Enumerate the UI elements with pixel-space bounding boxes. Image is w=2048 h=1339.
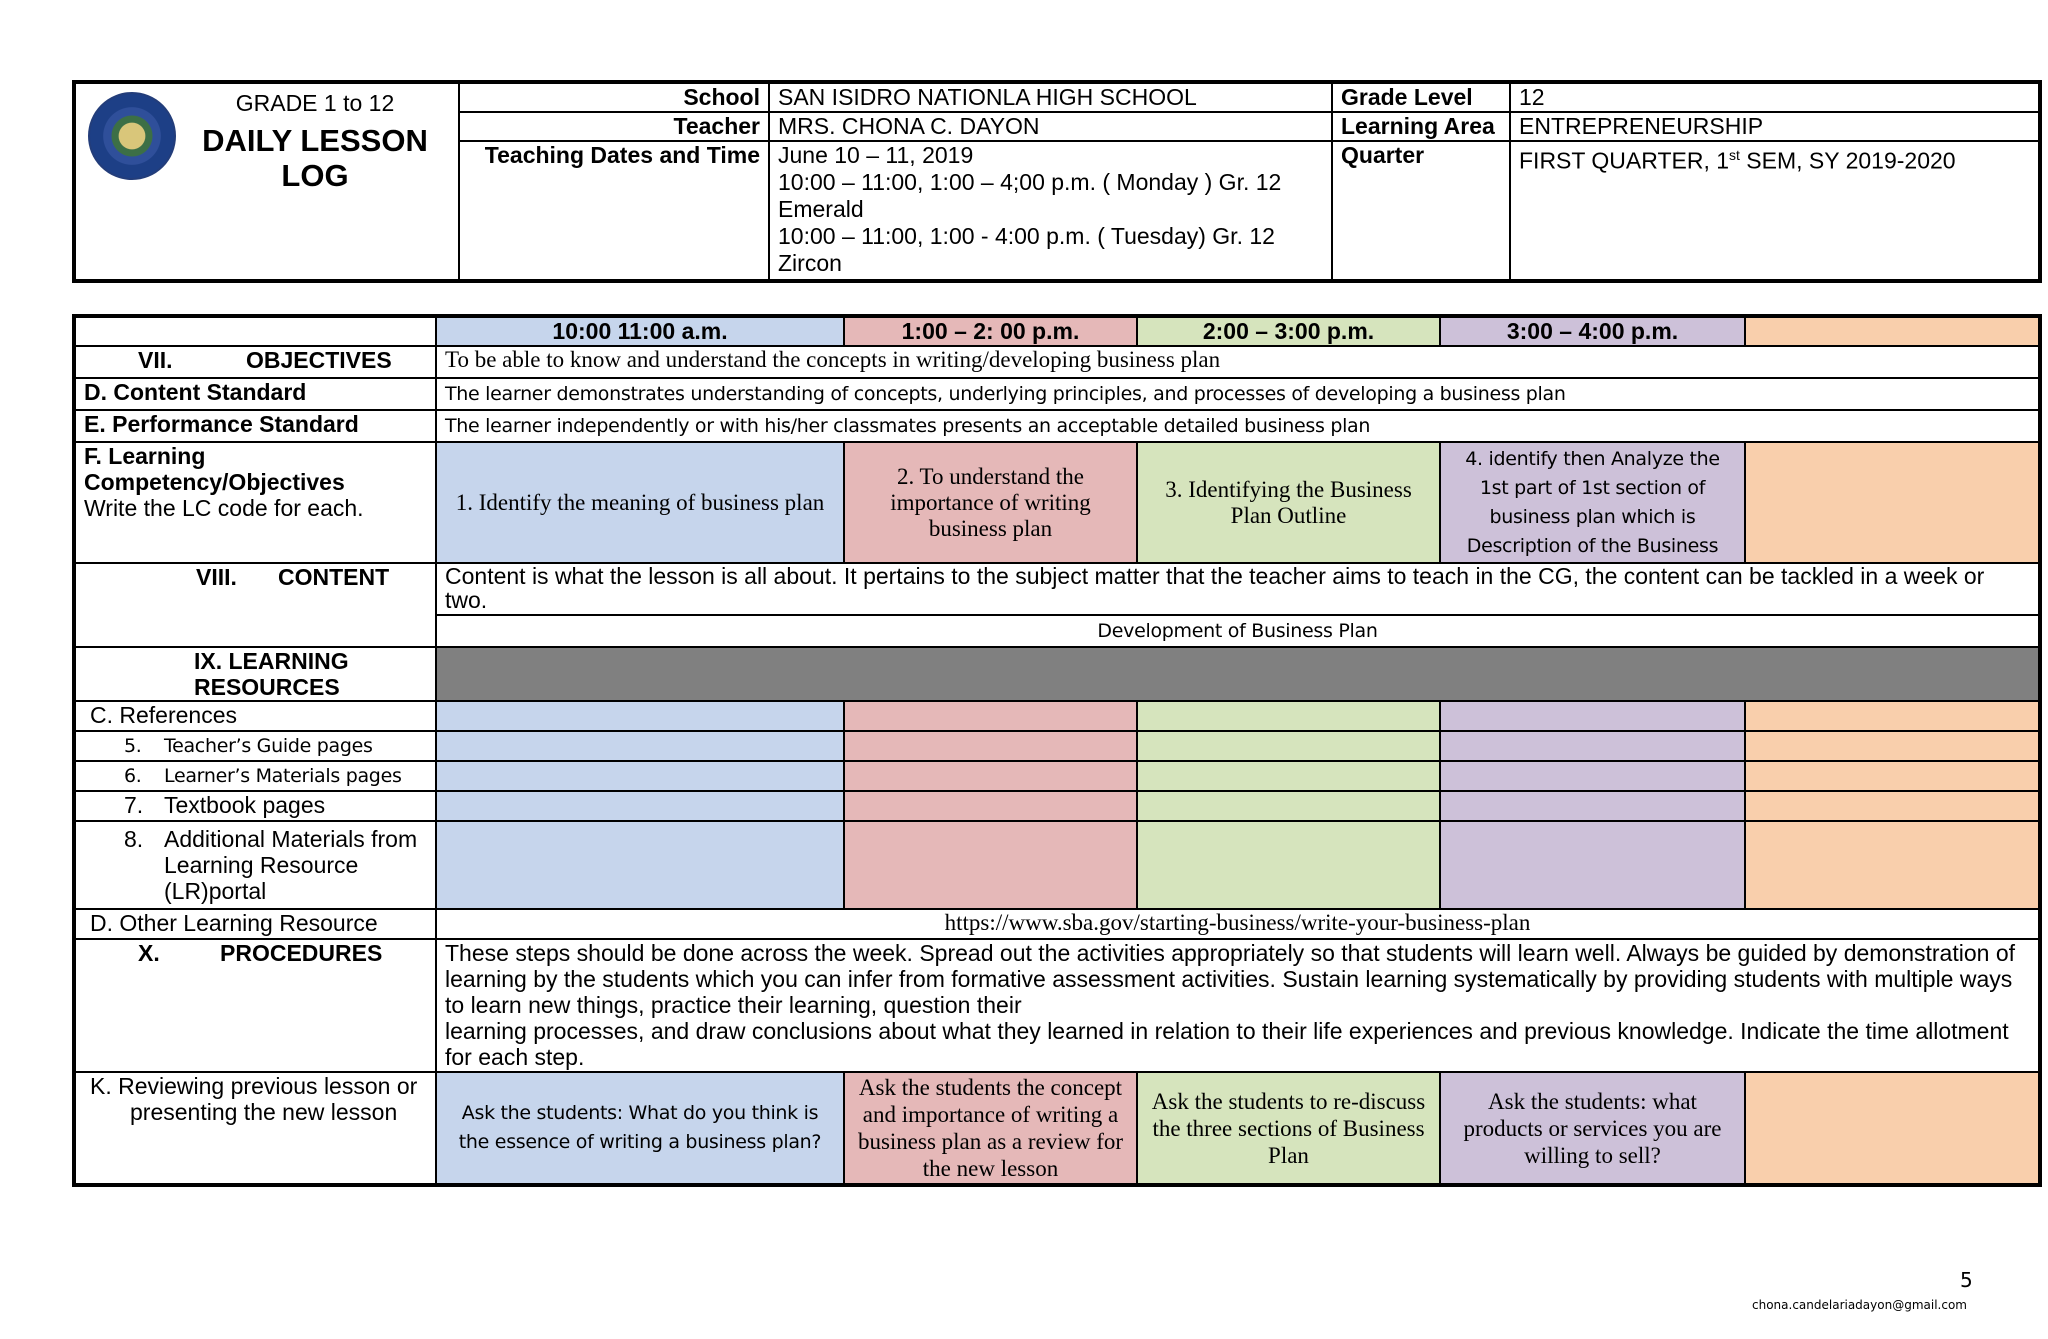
dates-value: June 10 – 11, 2019 10:00 – 11:00, 1:00 – 4;00 p.m. ( Monday ) Gr. 12 Emerald 10:00 – 11:00, 1:00 - 4:00 p.m. ( Tuesday) Gr. 12 Zircon <box>769 141 1332 281</box>
references-cell-5 <box>1745 701 2040 731</box>
additional-materials-cell-1 <box>436 821 844 909</box>
quarter-value-rest: SEM, SY 2019-2020 <box>1739 147 1956 174</box>
reviewing-cell-2: Ask the students the concept and importance of writing a business plan as a review for the new lesson <box>844 1072 1137 1185</box>
additional-materials-cell-2 <box>844 821 1137 909</box>
textbook-text: Textbook pages <box>164 792 326 818</box>
performance-standard-label: E. Performance Standard <box>74 410 436 442</box>
procedures-text: These steps should be done across the week. Spread out the activities appropriately so that students will learn well. Always be guided by demonstration of learning by the students which you can infer from formative assessment activities. Sustain learning systematically by providing students with multiple ways to learn new things, practice their learning, question their learning processes, and draw conclusions about what they learned in relation to their life experiences and previous knowledge. Indicate the time allotment for each step. <box>436 939 2040 1072</box>
header-logo-cell <box>74 82 459 281</box>
header-table <box>72 80 2042 283</box>
objectives-title: OBJECTIVES <box>246 347 392 373</box>
quarter-value <box>1510 141 2040 281</box>
grade-level-value: 12 <box>1510 82 2040 112</box>
teachers-guide-cell-3 <box>1137 731 1440 761</box>
grade-level-label: Grade Level <box>1332 82 1510 112</box>
content-standard-text: The learner demonstrates understanding of concepts, underlying principles, and processes of developing a business plan <box>436 378 2040 410</box>
objectives-num: VII. <box>138 347 173 373</box>
teacher-value: MRS. CHONA C. DAYON <box>769 112 1332 141</box>
references-cell-4 <box>1440 701 1745 731</box>
learners-materials-cell-2 <box>844 761 1137 791</box>
learning-competency-title: F. Learning Competency/Objectives <box>84 443 345 495</box>
reviewing-cell-1: Ask the students: What do you think is the essence of writing a business plan? <box>436 1072 844 1185</box>
deped-seal-icon <box>88 92 176 180</box>
learners-materials-text: Learner’s Materials pages <box>164 765 402 787</box>
additional-materials-text: Additional Materials from Learning Resource (LR)portal <box>164 826 418 904</box>
reviewing-cell-5 <box>1745 1072 2040 1185</box>
teachers-guide-num: 5. <box>124 735 142 757</box>
other-resource-label: D. Other Learning Resource <box>74 909 436 939</box>
page-title: DAILY LESSON LOG <box>202 123 428 193</box>
content-title: CONTENT <box>278 564 390 590</box>
teachers-guide-cell-2 <box>844 731 1137 761</box>
textbook-num: 7. <box>124 792 144 818</box>
additional-materials-cell-4 <box>1440 821 1745 909</box>
textbook-cell-3 <box>1137 791 1440 821</box>
school-label: School <box>459 82 769 112</box>
textbook-cell-1 <box>436 791 844 821</box>
school-value: SAN ISIDRO NATIONLA HIGH SCHOOL <box>769 82 1332 112</box>
references-label: C. References <box>74 701 436 731</box>
learners-materials-cell-4 <box>1440 761 1745 791</box>
page-number: 5 <box>1960 1268 1973 1292</box>
textbook-label <box>74 791 436 821</box>
time-slot-2: 1:00 – 2: 00 p.m. <box>844 316 1137 346</box>
learning-area-label: Learning Area <box>1332 112 1510 141</box>
time-slot-1: 10:00 11:00 a.m. <box>436 316 844 346</box>
learning-competency-label <box>74 442 436 563</box>
lesson-table <box>72 314 2042 1187</box>
learners-materials-num: 6. <box>124 765 142 787</box>
quarter-value-main: FIRST QUARTER, 1 <box>1519 147 1730 174</box>
performance-standard-text: The learner independently or with his/her classmates presents an acceptable detailed business plan <box>436 410 2040 442</box>
procedures-title: PROCEDURES <box>220 940 383 966</box>
grade-range: GRADE 1 to 12 <box>235 90 395 116</box>
procedures-label <box>74 939 436 1072</box>
competency-cell-3: 3. Identifying the Business Plan Outline <box>1137 442 1440 563</box>
procedures-num: X. <box>138 940 160 966</box>
time-slot-5 <box>1745 316 2040 346</box>
time-slot-4: 3:00 – 4:00 p.m. <box>1440 316 1745 346</box>
reviewing-label-line-1: K. Reviewing previous lesson or <box>90 1073 418 1099</box>
content-num: VIII. <box>196 564 237 590</box>
learners-materials-cell-5 <box>1745 761 2040 791</box>
dates-label: Teaching Dates and Time <box>459 141 769 281</box>
content-standard-label: D. Content Standard <box>74 378 436 410</box>
additional-materials-num: 8. <box>124 826 144 852</box>
teacher-label: Teacher <box>459 112 769 141</box>
competency-cell-4: 4. identify then Analyze the 1st part of 1st section of business plan which is Description of the Business <box>1440 442 1745 563</box>
quarter-label: Quarter <box>1332 141 1510 281</box>
learning-competency-sublabel: Write the LC code for each. <box>84 495 364 521</box>
additional-materials-cell-5 <box>1745 821 2040 909</box>
quarter-value-sup: st <box>1729 147 1740 163</box>
time-slot-corner <box>74 316 436 346</box>
content-topic: Development of Business Plan <box>436 615 2040 647</box>
textbook-cell-4 <box>1440 791 1745 821</box>
objectives-text: To be able to know and understand the concepts in writing/developing business plan <box>436 346 2040 378</box>
time-slot-3: 2:00 – 3:00 p.m. <box>1137 316 1440 346</box>
references-cell-3 <box>1137 701 1440 731</box>
learners-materials-label <box>74 761 436 791</box>
reviewing-label-line-2: presenting the new lesson <box>130 1099 398 1125</box>
additional-materials-label <box>74 821 436 909</box>
learning-resources-bar <box>436 647 2040 701</box>
textbook-cell-5 <box>1745 791 2040 821</box>
teachers-guide-cell-5 <box>1745 731 2040 761</box>
competency-cell-1: 1. Identify the meaning of business plan <box>436 442 844 563</box>
teachers-guide-label <box>74 731 436 761</box>
teachers-guide-cell-4 <box>1440 731 1745 761</box>
teachers-guide-text: Teacher’s Guide pages <box>164 735 373 757</box>
learners-materials-cell-1 <box>436 761 844 791</box>
references-cell-1 <box>436 701 844 731</box>
content-label <box>74 563 436 647</box>
content-description: Content is what the lesson is all about. It pertains to the subject matter that the teacher aims to teach in the CG, the content can be tackled in a week or two. <box>436 563 2040 615</box>
learning-area-value: ENTREPRENEURSHIP <box>1510 112 2040 141</box>
reviewing-label <box>74 1072 436 1185</box>
competency-cell-5 <box>1745 442 2040 563</box>
objectives-label <box>74 346 436 378</box>
other-resource-link[interactable]: https://www.sba.gov/starting-business/write-your-business-plan <box>436 909 2040 939</box>
learning-resources-label: IX. LEARNING RESOURCES <box>74 647 436 701</box>
footer-email: chona.candelariadayon@gmail.com <box>1752 1298 1967 1312</box>
references-cell-2 <box>844 701 1137 731</box>
reviewing-cell-3: Ask the students to re-discuss the three sections of Business Plan <box>1137 1072 1440 1185</box>
textbook-cell-2 <box>844 791 1137 821</box>
teachers-guide-cell-1 <box>436 731 844 761</box>
additional-materials-cell-3 <box>1137 821 1440 909</box>
competency-cell-2: 2. To understand the importance of writing business plan <box>844 442 1137 563</box>
learners-materials-cell-3 <box>1137 761 1440 791</box>
reviewing-cell-4: Ask the students: what products or services you are willing to sell? <box>1440 1072 1745 1185</box>
